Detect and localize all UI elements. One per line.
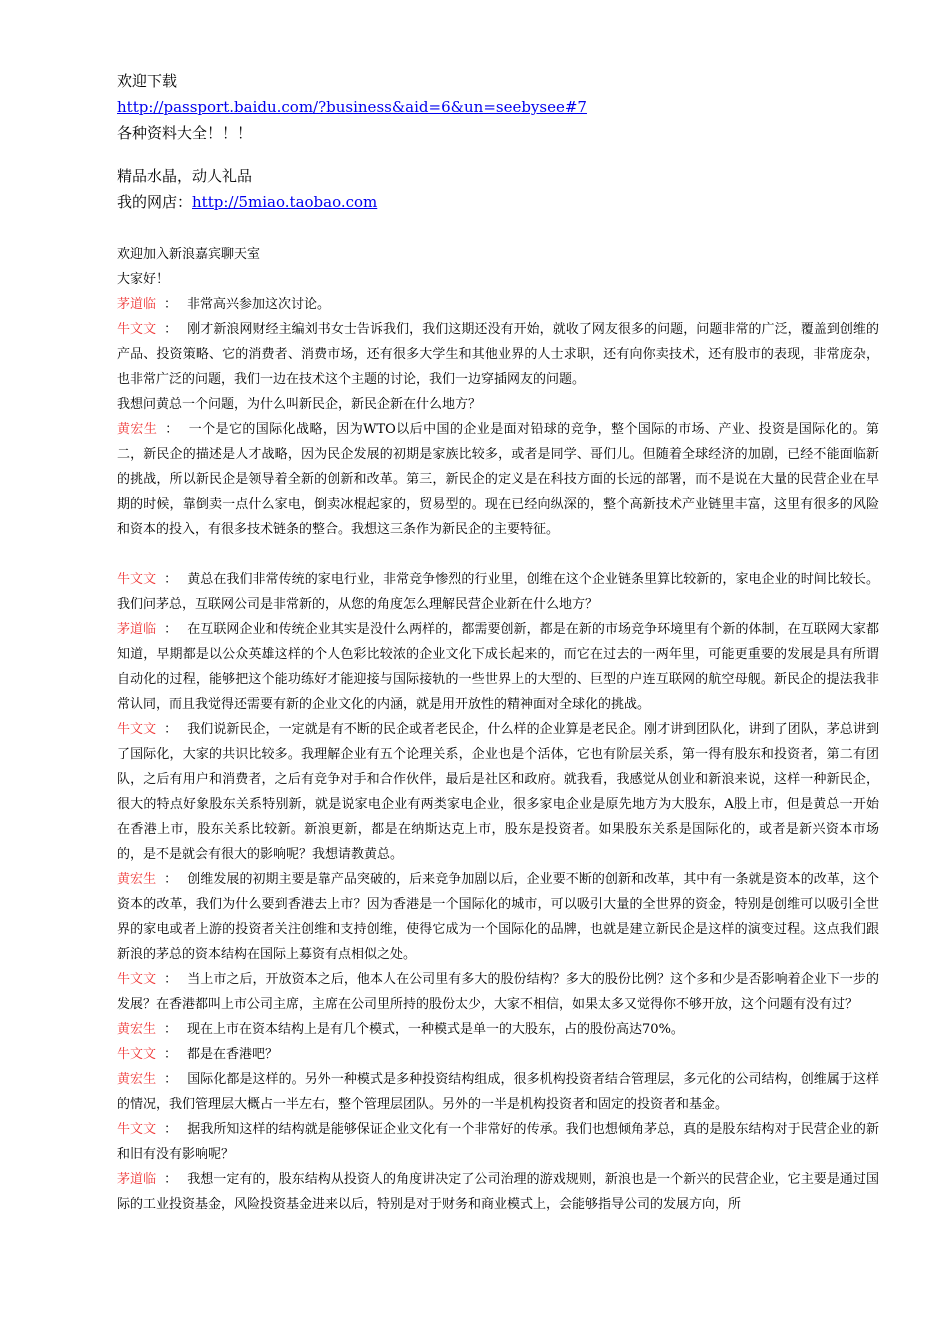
speaker-name: 黄宏生 bbox=[117, 1022, 157, 1037]
speaker-colon: ： bbox=[164, 972, 178, 987]
chatroom-title: 欢迎加入新浪嘉宾聊天室 bbox=[117, 247, 261, 262]
paragraph-spacer bbox=[117, 542, 879, 567]
dialogue-text: 现在上市在资本结构上是有几个模式，一种模式是单一的大股东，占的股份高达70%。 bbox=[187, 1022, 684, 1037]
speaker-name: 牛文文 bbox=[117, 572, 157, 587]
dialogue-paragraph bbox=[117, 967, 879, 1017]
dialogue-paragraph bbox=[117, 417, 879, 542]
chat-transcript bbox=[117, 242, 879, 1217]
speaker-name: 牛文文 bbox=[117, 322, 157, 337]
dialogue-text: 都是在香港吧？ bbox=[187, 1047, 279, 1062]
speaker-colon: ： bbox=[164, 1047, 178, 1062]
speaker-name: 茅道临 bbox=[117, 1172, 157, 1187]
dialogue-text: 黄总在我们非常传统的家电行业，非常竞争惨烈的行业里，创维在这个企业链条里算比较新的，家电企业的时间比较长。我们问茅总，互联网公司是非常新的，从您的角度怎么理解民营企业新在什么地方？ bbox=[117, 572, 879, 612]
dialogue-text: 国际化都是这样的。另外一种模式是多种投资结构组成，很多机构投资者结合管理层，多元化的公司结构，创维属于这样的情况，我们管理层大概占一半左右，整个管理层团队。另外的一半是机构投资者和固定的投资者和基金。 bbox=[117, 1072, 879, 1112]
dialogue-text: 据我所知这样的结构就是能够保证企业文化有一个非常好的传承。我们也想倾角茅总，真的是股东结构对于民营企业的新和旧有没有影响呢？ bbox=[117, 1122, 879, 1162]
speaker-name: 茅道临 bbox=[117, 297, 157, 312]
speaker-name: 黄宏生 bbox=[117, 1072, 157, 1087]
dialogue-paragraph bbox=[117, 717, 879, 867]
dialogue-text: 我想一定有的，股东结构从投资人的角度讲决定了公司治理的游戏规则，新浪也是一个新兴的民营企业，它主要是通过国际的工业投资基金，风险投资基金进来以后，特别是对于财务和商业模式上，会能够指导公司的发展方向，所 bbox=[117, 1172, 879, 1212]
baidu-passport-link[interactable]: http://passport.baidu.com/?business&aid=6&un=seebysee#7 bbox=[117, 98, 587, 116]
dialogue-text: 创维发展的初期主要是靠产品突破的，后来竞争加剧以后，企业要不断的创新和改革，其中有一条就是资本的改革，这个资本的改革，我们为什么要到香港去上市？因为香港是一个国际化的城市，可以吸引大量的全世界的资金，特别是创维可以吸引全世界的家电或者上游的投资者关注创维和支持创维，使得它成为一个国际化的品牌，也就是建立新民企是这样的演变过程。这点我们跟新浪的茅总的资本结构在国际上募资有点相似之处。 bbox=[117, 872, 879, 962]
speaker-colon: ： bbox=[164, 1172, 178, 1187]
speaker-colon: ： bbox=[164, 1122, 178, 1137]
shop-label: 我的网店： bbox=[117, 193, 193, 211]
dialogue-paragraph bbox=[117, 1167, 879, 1217]
download-header bbox=[117, 68, 877, 215]
speaker-name: 茅道临 bbox=[117, 622, 157, 637]
dialogue-paragraph bbox=[117, 392, 879, 417]
dialogue-text: 在互联网企业和传统企业其实是没什么两样的，都需要创新，都是在新的市场竞争环境里有个新的体制，在互联网大家都知道，早期都是以公众英雄这样的个人色彩比较浓的企业文化下成长起来的，而它在过去的一两年里，可能更重要的发展是具有所谓自动化的过程，能够把这个能功练好才能迎接与国际接轨的一些世界上的大型的、巨型的户连互联网的航空母舰。新民企的提法我非常认同，而且我觉得还需要有新的企业文化的内涵，就是用开放性的精神面对全球化的挑战。 bbox=[117, 622, 879, 712]
dialogue-paragraph bbox=[117, 867, 879, 967]
taobao-shop-link[interactable]: http://5miao.taobao.com bbox=[192, 193, 378, 211]
speaker-colon: ： bbox=[165, 422, 179, 437]
dialogue-paragraph bbox=[117, 292, 879, 317]
dialogue-text: 当上市之后，开放资本之后，他本人在公司里有多大的股份结构？多大的股份比例？这个多和少是否影响着企业下一步的发展？在香港都叫上市公司主席，主席在公司里所持的股份太少，大家不相信，如果太多又觉得你不够开放，这个问题有没有过？ bbox=[117, 972, 879, 1012]
speaker-colon: ： bbox=[164, 572, 178, 587]
resources-text: 各种资料大全！！！ bbox=[117, 124, 253, 142]
dialogue-paragraph bbox=[117, 1017, 879, 1042]
dialogue-paragraph bbox=[117, 1117, 879, 1167]
dialogue-paragraph bbox=[117, 1067, 879, 1117]
speaker-colon: ： bbox=[164, 622, 178, 637]
speaker-name: 牛文文 bbox=[117, 972, 157, 987]
speaker-colon: ： bbox=[164, 1022, 178, 1037]
speaker-name: 牛文文 bbox=[117, 1047, 157, 1062]
speaker-colon: ： bbox=[164, 872, 178, 887]
shop-line bbox=[117, 189, 877, 215]
dialogue-text: 我们说新民企，一定就是有不断的民企或者老民企，什么样的企业算是老民企。刚才讲到团队化，讲到了团队，茅总讲到了国际化，大家的共识比较多。我理解企业有五个论理关系，企业也是个活体，它也有阶层关系，第一得有股东和投资者，第二有团队，之后有用户和消费者，之后有竞争对手和合作伙伴，最后是社区和政府。就我看，我感觉从创业和新浪来说，这样一种新民企，很大的特点好象股东关系特别新，就是说家电企业有两类家电企业，很多家电企业是原先地方为大股东，A股上市，但是黄总一开始在香港上市，股东关系比较新。新浪更新，都是在纳斯达克上市，股东是投资者。如果股东关系是国际化的，或者是新兴资本市场的，是不是就会有很大的影响呢？我想请教黄总。 bbox=[117, 722, 879, 862]
speaker-name: 黄宏生 bbox=[117, 422, 158, 437]
speaker-name: 牛文文 bbox=[117, 722, 157, 737]
dialogue-paragraph bbox=[117, 1042, 879, 1067]
dialogue-paragraph bbox=[117, 617, 879, 717]
speaker-colon: ： bbox=[164, 297, 178, 312]
dialogue-paragraph bbox=[117, 317, 879, 392]
dialogue-paragraph bbox=[117, 567, 879, 617]
speaker-colon: ： bbox=[164, 1072, 178, 1087]
dialogue-text: 一个是它的国际化战略，因为WTO以后中国的企业是面对铅球的竞争，整个国际的市场、产业、投资是国际化的。第二，新民企的描述是人才战略，因为民企发展的初期是家族比较多，或者是同学、哥们儿。但随着全球经济的加剧，已经不能面临新的挑战，所以新民企是领导着全新的创新和改革。第三，新民企的定义是在科技方面的长远的部署，而不是说在大量的民营企业在早期的时候，靠倒卖一点什么家电，倒卖冰棍起家的，贸易型的。现在已经向纵深的，整个高新技术产业链里丰富，这里有很多的风险和资本的投入，有很多技术链条的整合。我想这三条作为新民企的主要特征。 bbox=[117, 422, 879, 537]
speaker-name: 黄宏生 bbox=[117, 872, 157, 887]
speaker-name: 牛文文 bbox=[117, 1122, 157, 1137]
welcome-text: 欢迎下载 bbox=[117, 72, 178, 90]
crystal-gifts-text: 精品水晶，动人礼品 bbox=[117, 167, 253, 185]
dialogue-text: 非常高兴参加这次讨论。 bbox=[187, 297, 331, 312]
speaker-colon: ： bbox=[164, 722, 178, 737]
greeting-line: 大家好！ bbox=[117, 272, 170, 287]
dialogue-text: 我想问黄总一个问题，为什么叫新民企，新民企新在什么地方？ bbox=[117, 397, 482, 412]
dialogue-text: 刚才新浪网财经主编刘书女士告诉我们，我们这期还没有开始，就收了网友很多的问题，问题非常的广泛，覆盖到创维的产品、投资策略、它的消费者、消费市场，还有很多大学生和其他业界的人士求职，还有向你卖技术，还有股市的表现，非常庞杂，也非常广泛的问题，我们一边在技术这个主题的讨论，我们一边穿插网友的问题。 bbox=[117, 322, 879, 387]
speaker-colon: ： bbox=[164, 322, 178, 337]
